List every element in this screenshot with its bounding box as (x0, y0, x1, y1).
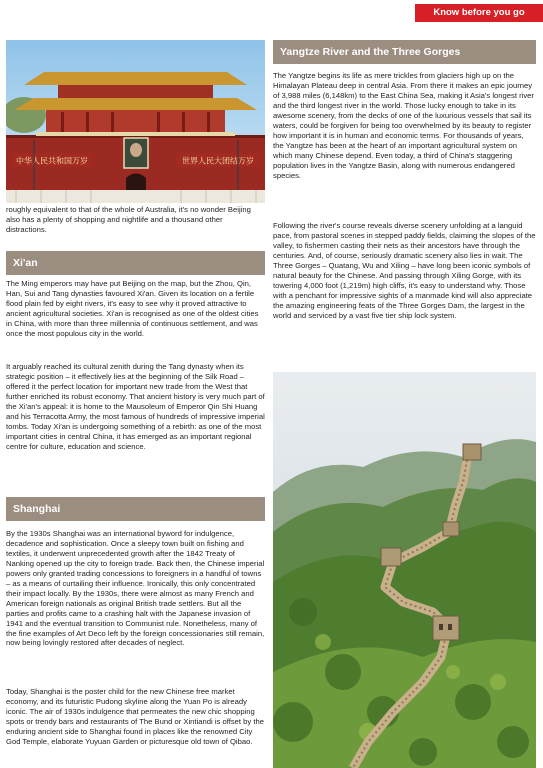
xian-title: Xi'an (13, 257, 38, 269)
shanghai-paragraph-2: Today, Shanghai is the poster child for the new Chinese free market economy, and its futuristic Pudong skyline along the Yuan Po is already iconic. The air of 1930s indulgence that permeates the new chic shopping spots or trendy bars and restaurants of The Bund or Xintiandi is offset by the enduring ancient side to Shanghai found in places like the renowned City God Temple, elaborate Yuyuan Garden or picturesque old town of Qibao. (6, 687, 264, 746)
yangtze-paragraph-2: Following the river's course reveals diverse scenery unfolding at a languid pace, from pastoral scenes in stepped paddy fields, claiming the slopes of the valley, to fishermen casting their nets as their ancestors have through the centuries. And, of course, seriously dramatic scenery also lies in wait. The Three Gorges – Quatang, Wu and Xiling – have long been iconic symbols of natural beauty for the Chinese. And passing through Xiling Gorge, with its towering 4,000 foot (1,219m) high cliffs, it's easy to understand why. Those with a penchant for impressive sights of a manmade kind will also appreciate the amazing engineering feats of the Three Gorges Dam, the largest in the world and serviced by a vast five tier ship lock system. (273, 221, 536, 320)
shanghai-paragraph-1: By the 1930s Shanghai was an international byword for indulgence, decadence and sophistication. Once a sleepy town built on fishing and textiles, it underwent unprecedented growth after the 1842 Treaty of Nanking opened up the city to foreign trade. Back then, the Chinese imperial powers only granted trading concessions to foreigners in a handful of towns – as a means of curtailing their influence. Ironically, this only concentrated their impact locally. By the 1930s, there were almost as many French and American foreign nationals as original British trade settlers. But all the parties and profits came to a crashing halt with the Japanese invasion of 1941 and the eventual transition to Communist rule. Nonetheless, many of the fine examples of Art Deco left by the foreign concessionaries still remain, now being lovingly restored after decades of neglect. (6, 529, 265, 648)
xian-paragraph-2: It arguably reached its cultural zenith during the Tang dynasty when its strategic position – it effectively lies at the beginning of the Silk Road – offered it the perfect location for important new trade from the West that further enriched its robust economy. That ancient history is very much part of the Xi'an's appeal: it is home to the Mausoleum of Emperor Qin Shi Huang and his Terracotta Army, the most famous of hundreds of impressive imperial tombs. Today Xi'an is undergoing something of a rebirth: as one of the most important cities in central China, it has emerged as an important regional centre for culture, education and science. (6, 362, 265, 451)
xian-paragraph-1: The Ming emperors may have put Beijing on the map, but the Zhou, Qin, Han, Sui and Tang dynasties favoured Xi'an. Given its location on a fertile flood plain fed by eight rivers, it's easy to see why it proved attractive to ancient agricultural societies. Xi'an is recognised as one of the oldest cities in China, with more than three millennia of continuous settlement, and was once the most populous city in the world. (6, 279, 259, 338)
shanghai-title: Shanghai (13, 503, 61, 515)
sign-right-text: 世界人民大团结万岁 (182, 156, 254, 166)
tiananmen-photo (6, 40, 265, 203)
shanghai-section-header (6, 497, 265, 521)
know-before-you-go-tag: Know before you go (415, 4, 543, 22)
xian-section-header (6, 251, 265, 275)
beijing-continuation-text: roughly equivalent to that of the whole of Australia, it's no wonder Beijing also has a plenty of shopping and nightlife and a thousand other distractions. (6, 205, 251, 234)
sign-left-text: 中华人民共和国万岁 (16, 156, 88, 166)
yangtze-section-header (273, 40, 536, 64)
yangtze-paragraph-1: The Yangtze begins its life as mere trickles from glaciers high up on the Himalayan Plateau deep in central Asia. From there it makes an epic journey of 3,988 miles (6,148km) to the East China Sea, making it Asia's longest river and the third longest river in the world. Those lucky enough to take in its awesome scenery, from the decks of one of the luxurious vessels that sail its waters, could be forgiven for being too overwhelmed by its beauty to register how important it is in human and economic terms. For thousands of years, the Yangtze has been at the heart of an important agricultural system on which many Chinese depend. Even today, a third of China's staggering population lives in the Yangtze Basin, along with numerous endangered species. (273, 71, 534, 180)
yangtze-title: Yangtze River and the Three Gorges (280, 46, 461, 58)
great-wall-photo (273, 372, 536, 768)
